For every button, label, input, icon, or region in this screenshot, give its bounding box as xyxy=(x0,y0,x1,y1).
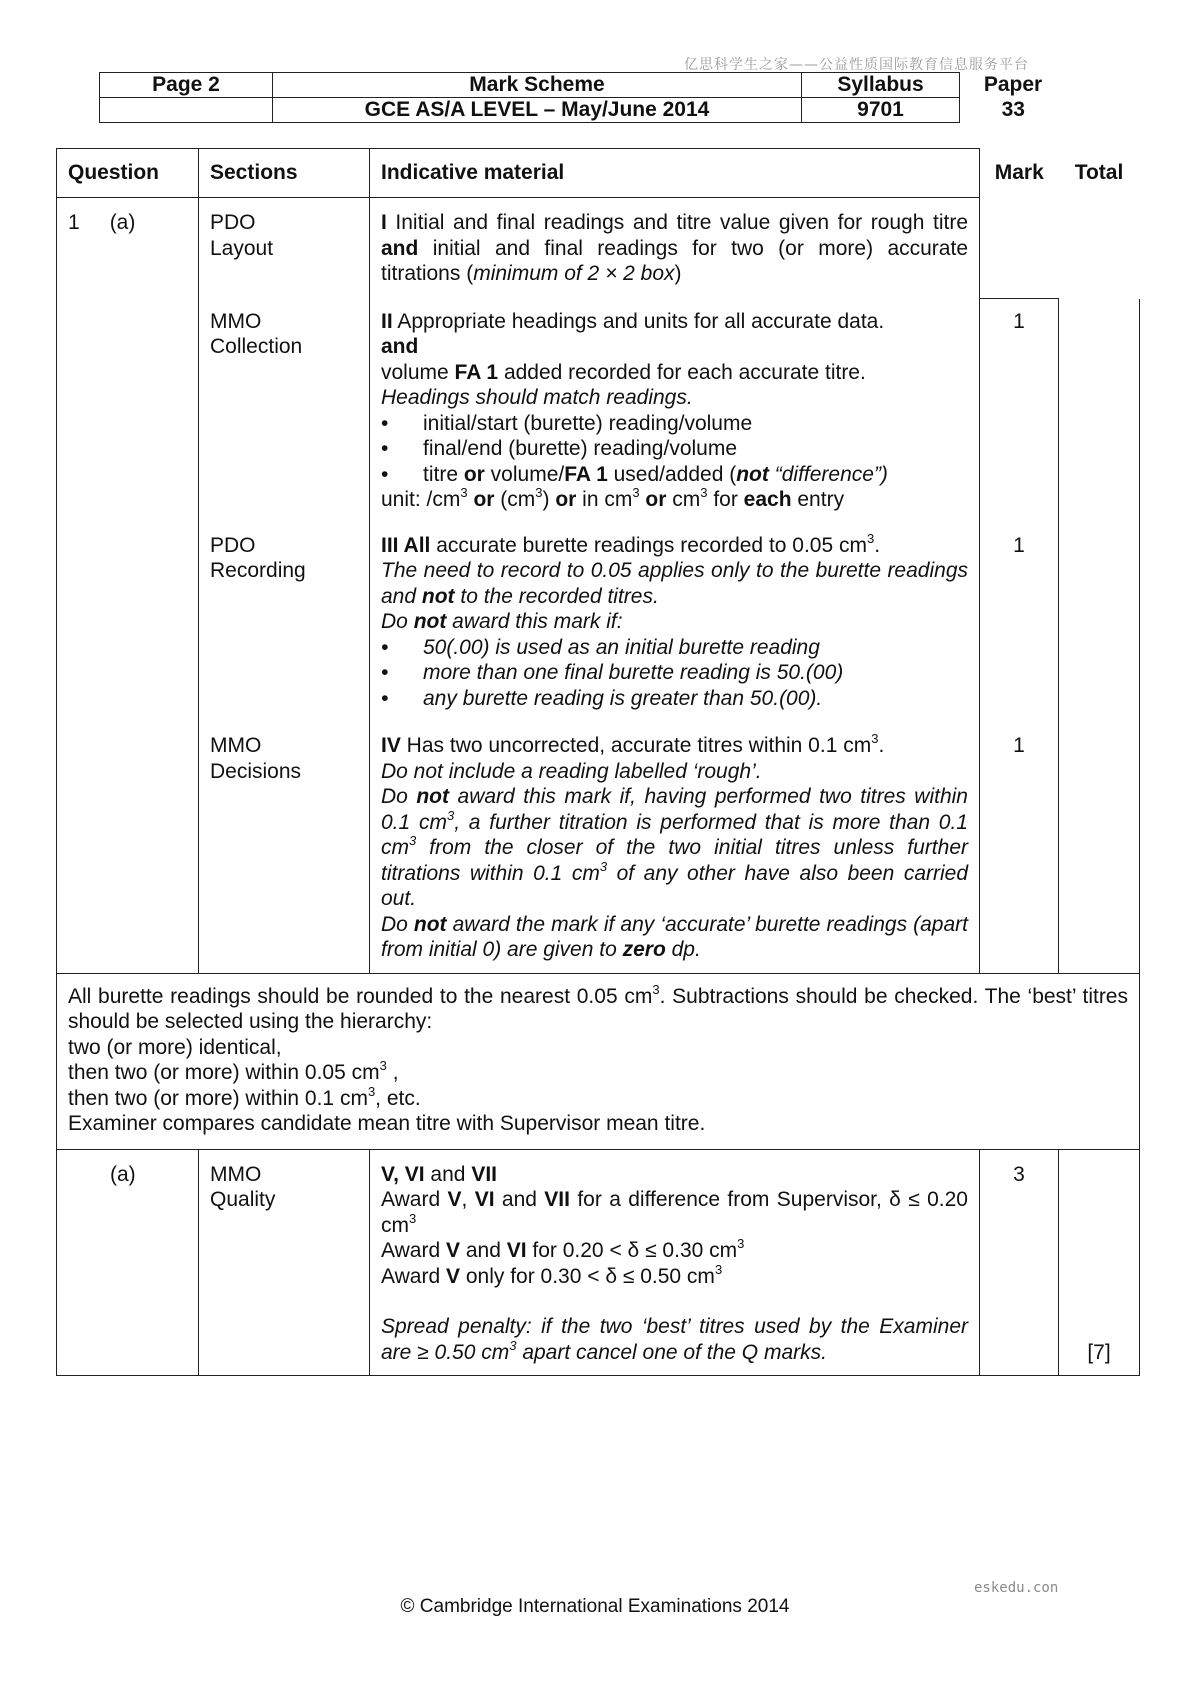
col-question-header: Question xyxy=(57,149,199,198)
copyright-footer: © Cambridge International Examinations 2014 xyxy=(400,1596,790,1617)
watermark-top: 亿思科学生之家——公益性质国际教育信息服务平台 xyxy=(684,57,1029,73)
col-sections-header: Sections xyxy=(199,149,370,198)
total-quality: [7] xyxy=(1059,1149,1140,1376)
mark-scheme-table xyxy=(56,148,1140,1376)
section-quality: MMO Quality xyxy=(199,1149,370,1376)
row-decisions xyxy=(57,725,1140,973)
row-recording xyxy=(57,525,1140,726)
mark-quality: 3 xyxy=(980,1149,1059,1376)
row-layout xyxy=(57,198,1140,299)
question-number: 1 (a) xyxy=(57,198,199,299)
section-recording: PDO Recording xyxy=(199,525,370,726)
indicative-quality: V, VI and VII Award V, VI and VII for a difference from Supervisor, δ ≤ 0.20 $cm^3$ Award V and VI for 0.20 < δ ≤ 0.30 $cm^3$ Award V only for 0.30 < δ ≤ 0.50 $cm^3$ Spread penalty: if the two ‘best’ titres used by the Examiner are ≥ 0.50 $cm^3$ apart cancel one of the Q marks. xyxy=(370,1149,980,1376)
question-part-quality: (a) xyxy=(57,1149,199,1376)
indicative-decisions: IV Has two uncorrected, accurate titres within 0.1 $cm^3$. Do not include a reading labelled ‘rough’. Do not award this mark if, having performed two titres within 0.1 $cm^3$, a further titration is performed that is more than 0.1 $cm^3$ from the closer of the two initial titres unless further titrations within 0.1 $cm^3$ of any other have also been carried out. Do not award the mark if any ‘accurate’ burette readings (apart from initial 0) are given to zero dp. xyxy=(370,725,980,973)
col-indicative-header: Indicative material xyxy=(370,149,980,198)
row-quality xyxy=(57,1149,1140,1376)
row-note xyxy=(57,973,1140,1149)
mark-decisions: 1 xyxy=(1013,734,1025,757)
watermark-bottom: eskedu.con xyxy=(974,1580,1059,1596)
col-mark-header: Mark xyxy=(994,161,1044,185)
hierarchy-note: All burette readings should be rounded to the nearest 0.05 $cm^3$. Subtractions should be checked. The ‘best’ titres should be selected using the hierarchy: two (or more) identical, then two (or more) within 0.05 $cm^3$ , then two (or more) within 0.1 $cm^3$, etc. Examiner compares candidate mean titre with Supervisor mean titre. xyxy=(57,973,1140,1149)
header-table xyxy=(99,72,1067,123)
section-layout: PDO Layout xyxy=(199,198,370,299)
section-collection: MMO Collection xyxy=(199,299,370,525)
header-syllabus-label: Syllabus xyxy=(802,73,960,98)
indicative-collection: II Appropriate headings and units for all accurate data. and volume FA 1 added recorded for each accurate titre. Headings should match readings. • initial/start (burette) reading/volume • final/end (burette) reading/volume • titre or volume/FA 1 used/added (not “difference”) unit: $/cm^3$ or $(cm^3)$ or in $cm^3$ or $cm^3$ for each entry xyxy=(370,299,980,525)
section-decisions: MMO Decisions xyxy=(199,725,370,973)
header-empty xyxy=(100,98,273,123)
col-total-header: Total xyxy=(1074,161,1124,185)
row-collection xyxy=(57,299,1140,525)
header-paper-label: Paper xyxy=(983,73,1043,96)
indicative-recording: III All accurate burette readings recorded to 0.05 $cm^3$. The need to record to 0.05 applies only to the burette readings and not to the recorded titres. Do not award this mark if: • 50(.00) is used as an initial burette reading • more than one final burette reading is 50.(00) • any burette reading is greater than 50.(00). xyxy=(370,525,980,726)
header-doc-title: Mark Scheme xyxy=(273,73,802,98)
header-paper-code: 33 xyxy=(1001,98,1025,121)
mark-recording: 1 xyxy=(1013,533,1025,557)
mark-collection: 1 xyxy=(980,299,1059,525)
header-syllabus-code: 9701 xyxy=(802,98,960,123)
indicative-layout: I Initial and final readings and titre value given for rough titre and initial and final readings for two (or more) accurate titrations (minimum of 2 × 2 box) xyxy=(370,198,980,299)
header-page: Page 2 xyxy=(100,73,273,98)
header-exam: GCE AS/A LEVEL – May/June 2014 xyxy=(273,98,802,123)
